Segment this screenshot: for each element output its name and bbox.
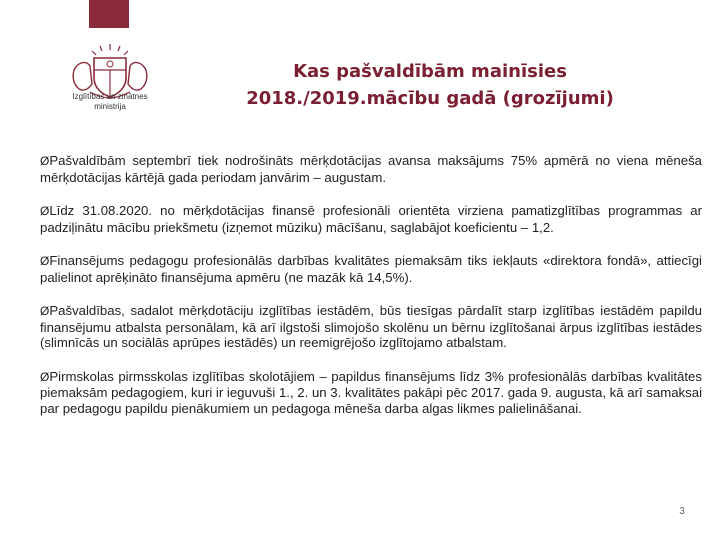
top-accent-bar (89, 0, 129, 28)
arrow-bullet-icon: Ø (40, 369, 50, 384)
bullet-item (40, 253, 702, 285)
slide-title-line1: Kas pašvaldībām mainīsies (293, 61, 567, 82)
bullet-item (40, 369, 702, 417)
ministry-name-line2: ministrija (94, 102, 126, 111)
bullet-text: Pirmskolas pirmsskolas izglītības skolotājiem – papildus finansējums līdz 3% profesionālās darbības kvalitātes piemaksām pedagogiem, kuri ir ieguvuši 1., 2. un 3. kvalitātes pakāpi pēc 2017. gada 9. augusta, kā arī samaksai par pedagogu papildu pienākumiem un pedagoga mēneša darba algas likmes palielināšanai. (40, 368, 702, 416)
bullet-text: Pašvaldībām septembrī tiek nodrošināts mērķdotācijas avansa maksājums 75% apmērā no viena mēneša mērķdotācijas kārtējā gada periodam janvārim – augustam. (40, 153, 702, 185)
bullet-item (40, 203, 702, 235)
bullet-text: Pašvaldības, sadalot mērķdotāciju izglītības iestādēm, būs tiesīgas pārdalīt starp izglītības iestādēm papildu finansējumu atbalsta personālam, kā arī ilgstoši slimojošo skolēnu un bērnu izglītošanai ārpus izglītības iestādes (slimnīcās un sociālās aprūpes iestādēs) un reemigrējošo izglītojamo atbalstam. (40, 303, 702, 350)
bullet-text: Līdz 31.08.2020. no mērķdotācijas finansē profesionāli orientēta virziena pamatizglītības programmas ar padziļinātu mācību priekšmetu (izņemot mūziku) mācīšanu, saglabājot koeficientu – 1,2. (40, 203, 702, 235)
arrow-bullet-icon: Ø (40, 254, 50, 268)
arrow-bullet-icon: Ø (40, 204, 50, 218)
page-number: 3 (679, 506, 685, 517)
bullet-item (40, 153, 702, 185)
ministry-name-line1: Izglītības un zinātnes (72, 92, 148, 101)
bullet-item (40, 303, 702, 351)
bullet-text: Finansējums pedagogu profesionālās darbības kvalitātes piemaksām tiks iekļauts «direktora fondā», attiecīgi palielinot aprēķināto finansējuma apmēru (ne mazāk kā 14,5%). (40, 253, 702, 285)
bullet-list (40, 153, 702, 434)
ministry-name (50, 92, 170, 112)
slide-title-line2: 2018./2019.mācību gadā (grozījumi) (246, 88, 614, 109)
arrow-bullet-icon: Ø (40, 304, 50, 318)
arrow-bullet-icon: Ø (40, 154, 50, 168)
slide-title (180, 58, 680, 112)
